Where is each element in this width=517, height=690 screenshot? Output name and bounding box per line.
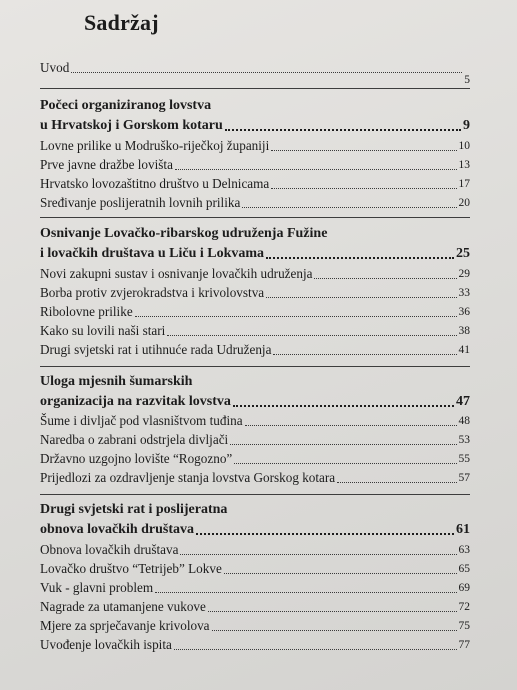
toc-entry-label: Vuk - glavni problem	[40, 580, 154, 595]
toc-entry-page: 38	[458, 325, 470, 337]
leader-dots	[242, 207, 456, 208]
toc-entry-label: Novi zakupni sustav i osnivanje lovačkih udruženja	[40, 266, 313, 281]
toc-entry-label: Ribolovne prilike	[40, 304, 133, 319]
leader-dots	[271, 188, 456, 189]
section-heading-line2: obnova lovačkih društava	[40, 522, 195, 537]
toc-entry-page: 5	[464, 74, 470, 86]
leader-dots	[224, 573, 457, 574]
toc-entry-page: 57	[458, 472, 470, 484]
leader-dots	[155, 592, 456, 593]
toc-entry-page: 29	[458, 268, 470, 280]
leader-dots	[208, 611, 457, 612]
toc-entry[interactable]	[40, 174, 470, 192]
section-page: 25	[456, 246, 470, 261]
toc-entry[interactable]	[40, 449, 470, 467]
leader-dots	[174, 649, 457, 650]
leader-dots	[135, 316, 457, 317]
section-heading-line2: i lovačkih društava u Liču i Lokvama	[40, 246, 265, 261]
toc-entry-label: Lovačko društvo “Tetrijeb” Lokve	[40, 561, 222, 576]
toc-entry[interactable]	[40, 597, 470, 615]
toc-entry[interactable]	[40, 616, 470, 634]
toc-entry-label: Mjere za sprječavanje krivolova	[40, 618, 210, 633]
toc-entry-page: 63	[458, 544, 470, 556]
toc-entry-page: 72	[458, 601, 470, 613]
toc-entry-label: Obnova lovačkih društava	[40, 542, 179, 557]
toc-entry-page: 33	[458, 287, 470, 299]
toc-entry-label: Naredba o zabrani odstrjela divljači	[40, 432, 229, 447]
toc-entry-intro[interactable]	[40, 58, 470, 86]
section-divider	[40, 366, 470, 367]
toc-entry-label: Hrvatsko lovozaštitno društvo u Delnicama	[40, 176, 270, 191]
leader-dots	[71, 72, 462, 73]
section-divider	[40, 494, 470, 495]
leader-dots	[175, 169, 457, 170]
toc-entry[interactable]	[40, 559, 470, 577]
toc-entry-page: 55	[458, 453, 470, 465]
section-heading-line2: organizacija na razvitak lovstva	[40, 394, 231, 409]
toc-section-entry[interactable]	[40, 116, 470, 134]
toc-entry[interactable]	[40, 430, 470, 448]
toc-entry-page: 10	[458, 140, 470, 152]
toc-entry-label: Kako su lovili naši stari	[40, 323, 166, 338]
toc-entry-label: Šume i divljač pod vlasništvom tuđina	[40, 413, 243, 428]
toc-entry-label: Lovne prilike u Modruško-riječkoj županiji	[40, 138, 270, 153]
toc-page	[40, 0, 470, 690]
leader-dots	[273, 354, 456, 355]
leader-dots	[180, 554, 456, 555]
section-heading: Osnivanje Lovačko-ribarskog udruženja Fužine	[40, 226, 328, 241]
toc-entry-page: 53	[458, 434, 470, 446]
toc-entry[interactable]	[40, 193, 470, 211]
section-page: 9	[463, 118, 470, 133]
leader-dots	[266, 297, 456, 298]
leader-dots	[225, 129, 461, 131]
leader-dots	[271, 150, 456, 151]
toc-entry[interactable]	[40, 340, 470, 358]
toc-entry[interactable]	[40, 540, 470, 558]
leader-dots	[233, 405, 454, 407]
page-title: Sadržaj	[84, 10, 159, 35]
toc-entry-label: Prve javne dražbe lovišta	[40, 157, 173, 172]
toc-entry[interactable]	[40, 136, 470, 154]
toc-entry-label: Uvođenje lovačkih ispita	[40, 637, 172, 652]
leader-dots	[266, 257, 454, 259]
toc-entry-page: 13	[458, 159, 470, 171]
leader-dots	[314, 278, 456, 279]
toc-entry-label: Državno uzgojno lovište “Rogozno”	[40, 451, 233, 466]
toc-entry-label: Nagrade za utamanjene vukove	[40, 599, 206, 614]
toc-entry-page: 77	[458, 639, 470, 651]
toc-entry-page: 20	[458, 197, 470, 209]
section-divider	[40, 217, 470, 218]
section-page: 61	[456, 522, 470, 537]
toc-entry-label: Uvod	[40, 60, 70, 75]
section-divider	[40, 88, 470, 89]
toc-entry[interactable]	[40, 155, 470, 173]
section-heading: Počeci organiziranog lovstva	[40, 98, 212, 113]
toc-entry-page: 17	[458, 178, 470, 190]
toc-section-entry[interactable]	[40, 244, 470, 262]
toc-entry-label: Drugi svjetski rat i utihnuće rada Udruženja	[40, 342, 272, 357]
toc-entry[interactable]	[40, 635, 470, 653]
section-heading-line2: u Hrvatskoj i Gorskom kotaru	[40, 118, 223, 133]
leader-dots	[230, 444, 456, 445]
toc-entry[interactable]	[40, 411, 470, 429]
toc-entry[interactable]	[40, 302, 470, 320]
toc-entry-page: 65	[458, 563, 470, 575]
section-heading: Uloga mjesnih šumarskih	[40, 374, 193, 389]
toc-entry-page: 36	[458, 306, 470, 318]
toc-section-entry[interactable]	[40, 520, 470, 538]
toc-entry[interactable]	[40, 264, 470, 282]
leader-dots	[245, 425, 457, 426]
leader-dots	[167, 335, 456, 336]
leader-dots	[337, 482, 456, 483]
toc-entry-page: 41	[458, 344, 470, 356]
toc-entry[interactable]	[40, 468, 470, 486]
section-heading: Drugi svjetski rat i poslijeratna	[40, 502, 228, 517]
toc-entry[interactable]	[40, 578, 470, 596]
section-page: 47	[456, 394, 470, 409]
toc-entry-label: Sređivanje poslijeratnih lovnih prilika	[40, 195, 241, 210]
toc-entry[interactable]	[40, 283, 470, 301]
toc-entry-page: 75	[458, 620, 470, 632]
leader-dots	[196, 533, 454, 535]
toc-entry-label: Prijedlozi za ozdravljenje stanja lovstva Gorskog kotara	[40, 470, 336, 485]
leader-dots	[212, 630, 457, 631]
toc-entry-page: 48	[458, 415, 470, 427]
leader-dots	[234, 463, 456, 464]
toc-entry-label: Borba protiv zvjerokradstva i krivolovstva	[40, 285, 265, 300]
toc-section-entry[interactable]	[40, 392, 470, 410]
toc-entry-page: 69	[458, 582, 470, 594]
toc-entry[interactable]	[40, 321, 470, 339]
